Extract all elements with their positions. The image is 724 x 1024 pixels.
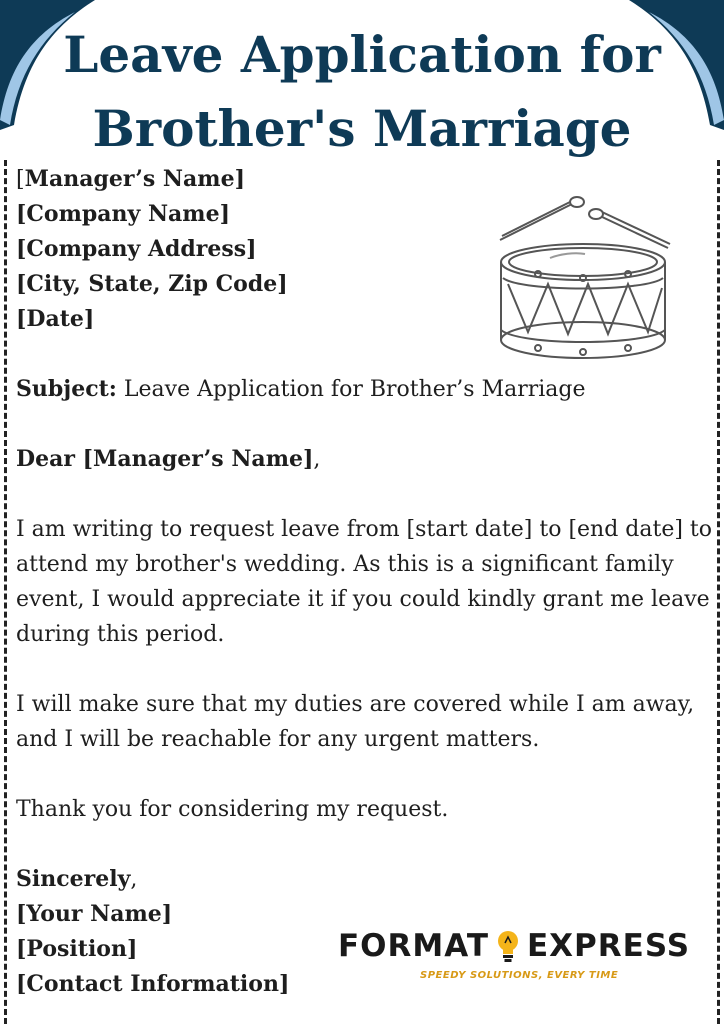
sign-off-comma: ,	[130, 867, 138, 892]
letter-body	[16, 162, 713, 1002]
paragraph-2-line: I will make sure that my duties are covered while I am away,	[16, 692, 695, 717]
title-line-2: Brother's Marriage	[92, 99, 632, 158]
paragraph-3: Thank you for considering my request.	[16, 797, 449, 822]
logo-word-format: FORMAT	[338, 928, 489, 964]
greeting-line	[16, 442, 706, 477]
paragraph-1-line: I am writing to request leave from [start date] to [end date] to	[16, 517, 713, 542]
paragraph-1-line: attend my brother's wedding. As this is a significant family	[16, 552, 674, 577]
subject-line	[16, 372, 706, 407]
company-name: [Company Name]	[16, 201, 230, 227]
your-name: [Your Name]	[16, 901, 173, 927]
greeting-comma: ,	[313, 447, 321, 472]
logo-word-express: EXPRESS	[526, 928, 691, 964]
dashed-border-right	[717, 160, 720, 1024]
date-line: [Date]	[16, 306, 95, 332]
company-address: [Company Address]	[16, 236, 257, 262]
city-state-zip: [City, State, Zip Code]	[16, 271, 288, 297]
logo-tagline: SPEEDY SOLUTIONS, EVERY TIME	[420, 970, 619, 981]
manager-name: Manager’s Name]	[24, 166, 245, 192]
paragraph-1-line: during this period.	[16, 622, 225, 647]
position: [Position]	[16, 936, 138, 962]
document-title	[0, 18, 724, 166]
subject-text: Leave Application for Brother’s Marriage	[116, 377, 586, 402]
dashed-border-left	[4, 160, 7, 1024]
sign-off: Sincerely	[16, 866, 131, 892]
manager-name-line	[16, 162, 706, 197]
subject-label: Subject:	[16, 376, 117, 402]
paragraph-1-line: event, I would appreciate it if you could kindly grant me leave	[16, 587, 710, 612]
lightbulb-icon	[495, 929, 521, 963]
format-express-logo	[338, 928, 698, 992]
bracket-char: [	[16, 167, 25, 192]
sign-off-line	[16, 862, 706, 897]
title-line-1: Leave Application for	[63, 25, 661, 84]
contact-information: [Contact Information]	[16, 971, 290, 997]
paragraph-2-line: and I will be reachable for any urgent matters.	[16, 727, 540, 752]
logo-wordmark	[338, 928, 690, 964]
greeting: Dear [Manager’s Name]	[16, 446, 314, 472]
